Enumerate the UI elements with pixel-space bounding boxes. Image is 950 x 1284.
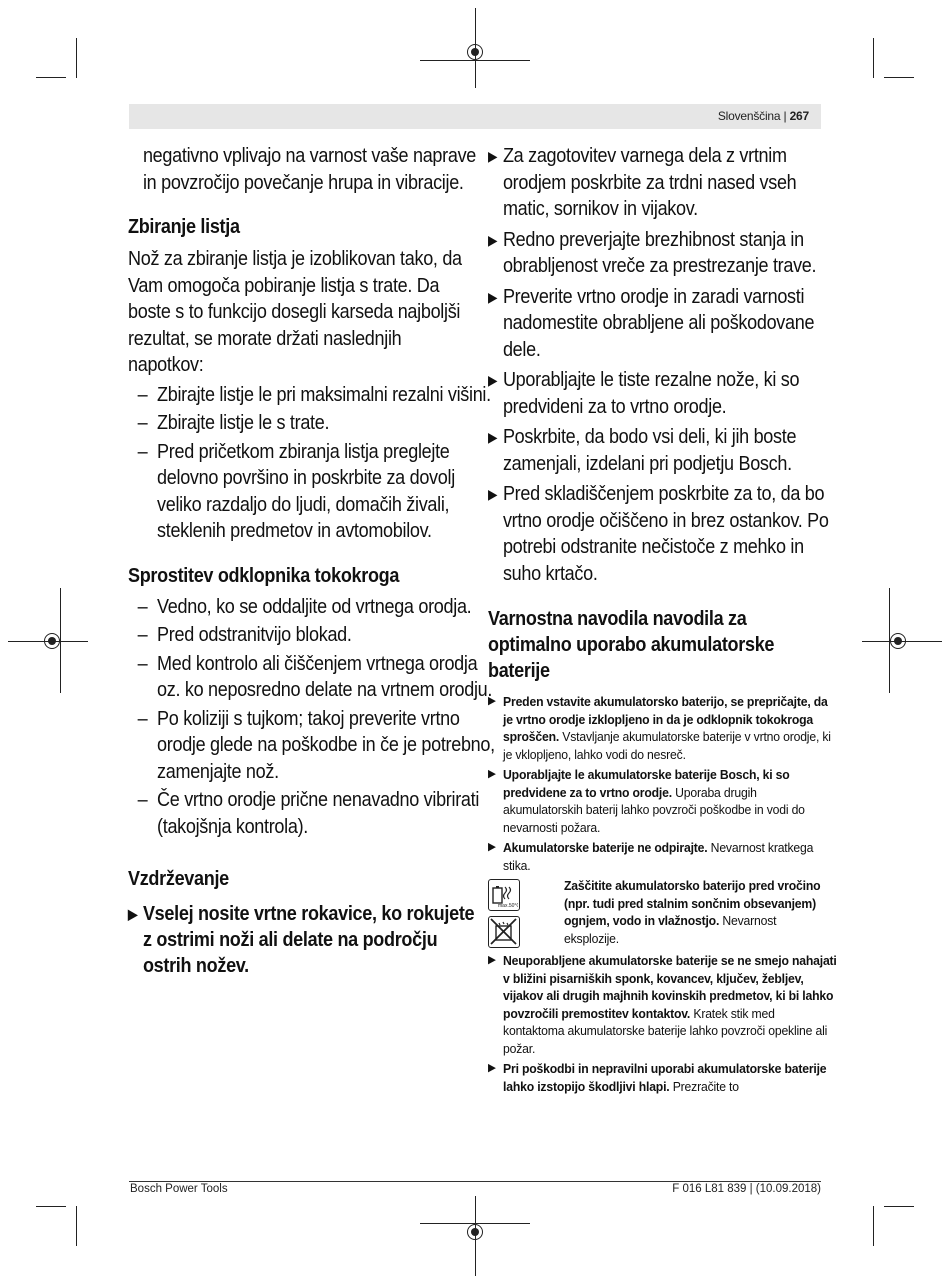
left-column bbox=[128, 140, 495, 979]
registration-line bbox=[60, 588, 61, 693]
list-item: ▶ Pred skladiščenjem poskrbite za to, da bo vrtno orodje očiščeno in brez ostankov. Po potrebi odstranite nečistoče z mehko in suho krtačo. bbox=[488, 482, 829, 585]
list-item: ▶ Akumulatorske baterije ne odpirajte. Nevarnost kratkega stika. bbox=[488, 840, 814, 873]
crop-mark bbox=[36, 1206, 66, 1207]
footer-brand: Bosch Power Tools bbox=[130, 1183, 228, 1195]
list-item: ▶ Preverite vrtno orodje in zaradi varnosti nadomestite obrabljene ali poškodovane dele. bbox=[488, 284, 815, 361]
list-item: – Po koliziji s tujkom; takoj preverite vrtno orodje glede na poškodbe in če je potrebno, zamenjajte nož. bbox=[137, 706, 495, 783]
crop-mark bbox=[884, 77, 914, 78]
crop-mark bbox=[36, 77, 66, 78]
intro-text: negativno vplivajo na varnost vaše naprave in povzročijo povečanje hrupa in vibracije. bbox=[142, 144, 477, 194]
crop-mark bbox=[76, 1206, 77, 1246]
list-item: ▶ Poskrbite, da bodo vsi deli, ki jih boste zamenjali, izdelani pri podjetju Bosch. bbox=[488, 425, 797, 475]
list-item: – Pred odstranitvijo blokad. bbox=[137, 623, 352, 646]
icon-warning-item bbox=[488, 877, 824, 949]
battery-no-water-icon bbox=[488, 916, 520, 948]
footer-doc-id: F 016 L81 839 | (10.09.2018) bbox=[672, 1183, 821, 1195]
list-item: ▶ Redno preverjajte brezhibnost stanja in obrabljenost vreče za prestrezanje trave. bbox=[488, 227, 817, 277]
list-item: – Če vrtno orodje prične nenavadno vibrirati (takojšnja kontrola). bbox=[137, 788, 480, 838]
icon-item-text: Zaščitite akumulatorsko baterijo pred vročino (npr. tudi pred stalnim sončnim obsevanjem) ognjem, vodo in vlažnostjo. Nevarnost eksplozije. bbox=[564, 878, 821, 946]
header-text bbox=[718, 109, 809, 123]
list-item: ▶ Uporabljajte le tiste rezalne nože, ki so predvideni za to vrtno orodje. bbox=[488, 368, 800, 418]
section-body: Nož za zbiranje listja je izoblikovan tako, da Vam omogoča pobiranje listja s trate. Da boste s to funkcijo dosegli karseda najboljši rezultat, se morate držati naslednjih napotkov: bbox=[128, 247, 462, 376]
icon-label: max.50°C bbox=[498, 903, 518, 909]
header-separator: | bbox=[780, 109, 790, 123]
registration-mark-icon bbox=[467, 1224, 483, 1240]
section-heading: Zbiranje listja bbox=[128, 215, 240, 238]
section-heading: Vzdrževanje bbox=[128, 867, 229, 890]
crop-mark bbox=[884, 1206, 914, 1207]
section-heading: Sprostitev odklopnika tokokroga bbox=[128, 563, 400, 587]
section-heading: Varnostna navodila navodila za optimalno uporabo akumulatorske baterije bbox=[488, 607, 775, 682]
footer-divider bbox=[129, 1181, 821, 1182]
list-item: – Pred pričetkom zbiranja listja preglejte delovno površino in poskrbite za dovolj veliko razdaljo do ljudi, domačih živali, steklenih predmetov in avtomobilov. bbox=[137, 439, 455, 542]
list-item: ▶ Za zagotovitev varnega dela z vrtnim orodjem poskrbite za trdni nased vseh matic, sornikov in vijakov. bbox=[488, 144, 797, 220]
list-item: ▶ Pri poškodbi in nepravilni uporabi akumulatorske baterije lahko izstopijo škodljivi hlapi. Prezračite to bbox=[488, 1061, 827, 1094]
crop-mark bbox=[873, 38, 874, 78]
battery-heat-warning-icon bbox=[488, 879, 520, 911]
list-item: ▶ Uporabljajte le akumulatorske baterije Bosch, ki so predvidene za to vrtno orodje. Uporaba drugih akumulatorskih baterij lahko povzroči poškodbe in vodi do nevarnosti požara. bbox=[488, 767, 805, 835]
list-item: – Med kontrolo ali čiščenjem vrtnega orodja oz. ko neposredno delate na vrtnem orodju. bbox=[137, 651, 493, 701]
crop-mark bbox=[873, 1206, 874, 1246]
crop-mark bbox=[76, 38, 77, 78]
header-language: Slovenščina bbox=[717, 109, 781, 123]
registration-mark-icon bbox=[44, 633, 60, 649]
list-item: ▶ Neuporabljene akumulatorske baterije se ne smejo nahajati v bližini pisarniških sponk, kovancev, ključev, žebljev, vijakov ali drugih majhnih kovinskih predmetov, ki bi lahko povzročili premostitev kontaktov. Kratek stik med kontaktoma akumulatorske baterije lahko povzroči opekline ali požar. bbox=[488, 953, 837, 1056]
list-item: – Zbirajte listje le s trate. bbox=[137, 411, 330, 434]
small-list bbox=[488, 693, 837, 1095]
dash-list bbox=[128, 594, 495, 841]
list-item: – Zbirajte listje le pri maksimalni rezalni višini. bbox=[137, 382, 491, 406]
page-number: 267 bbox=[789, 109, 809, 123]
list-item: ▶ Vselej nosite vrtne rokavice, ko rokujete z ostrimi noži ali delate na področju ostrih nožev. bbox=[128, 902, 475, 977]
list-item: – Vedno, ko se oddaljite od vrtnega orodja. bbox=[137, 594, 472, 618]
page-header bbox=[129, 104, 821, 129]
right-column bbox=[488, 140, 837, 1098]
list-item: ▶ Preden vstavite akumulatorsko baterijo, se prepričajte, da je vrtno orodje izklopljeno in da je odklopnik tokokroga sproščen. Vstavljanje akumulatorske baterije v vrtno orodje, ki je vklopljeno, lahko vodi do nesreč. bbox=[488, 694, 831, 762]
dash-list bbox=[128, 382, 491, 545]
registration-mark-icon bbox=[467, 44, 483, 60]
registration-mark-icon bbox=[890, 633, 906, 649]
